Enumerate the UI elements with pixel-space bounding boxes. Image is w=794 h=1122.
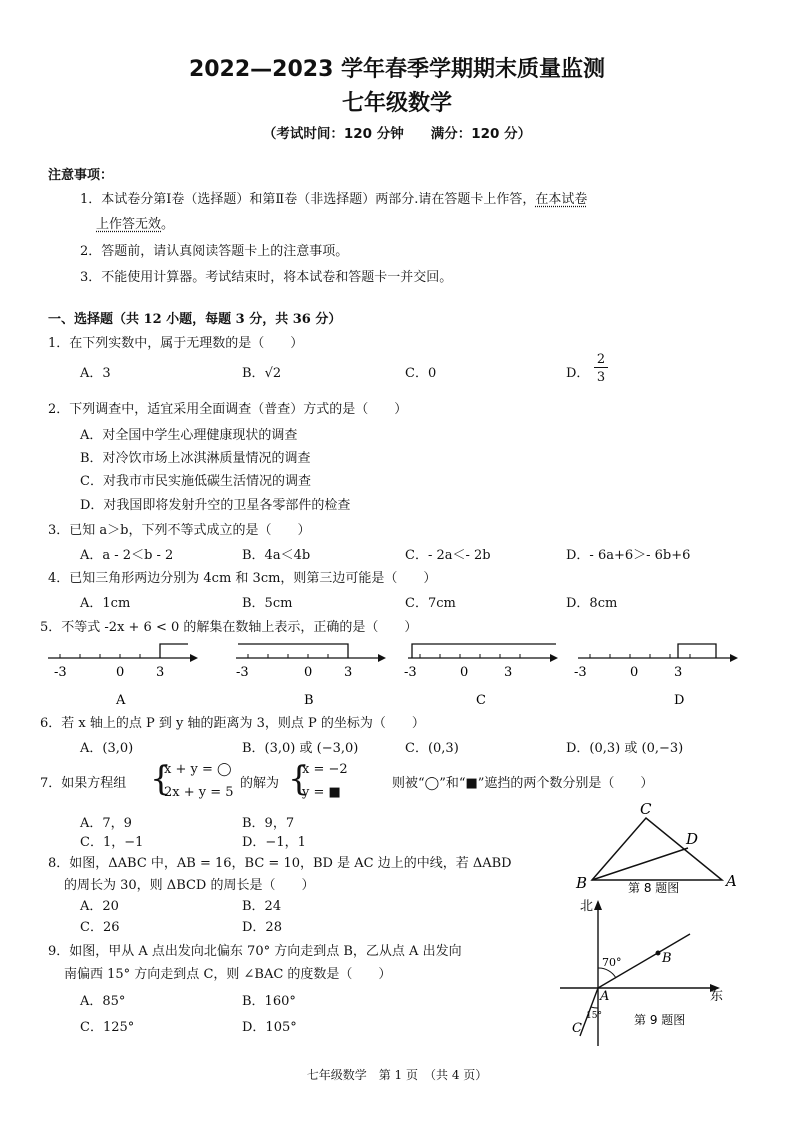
north-label: 北 [580,899,594,914]
q9-figure-caption: 第 9 题图 [634,1013,686,1027]
q7-option-a: A．7，9 [80,816,132,831]
tick-neg-3: -3 [236,665,249,680]
q8-option-a: A．20 [80,899,119,914]
tick-pos-3: 3 [674,665,683,680]
q3-stem: 3．已知 a＞b，下列不等式成立的是（ ） [48,523,311,538]
q7-eq1: x + y = ◯ [164,762,232,777]
q8-option-c: C．26 [80,920,120,935]
q7-option-d: D．−1，1 [242,835,306,850]
notice-item-1-cont [96,213,174,232]
q9-figure [550,896,740,1056]
q4-option-b: B．5cm [242,596,293,611]
q9-option-b: B．160° [242,994,296,1009]
tick-zero: 0 [116,665,125,680]
q1-option-b-value: √2 [264,366,282,381]
q9-option-a: A．85° [80,994,126,1009]
tick-neg-3: -3 [54,665,67,680]
q4-option-d: D．8cm [566,596,618,611]
q3-option-a: A．a - 2＜b - 2 [80,548,174,563]
notice-item-3: 3．不能使用计算器。考试结束时，将本试卷和答题卡一并交回。 [80,270,453,285]
q1-option-c: C．0 [405,366,437,381]
page-footer: 七年级数学 第 1 页 （共 4 页） [306,1068,488,1082]
q7-mid: 的解为 [240,776,280,791]
notice-item-1-dotted-2: 上作答无效 [96,217,162,232]
q1-stem: 1．在下列实数中，属于无理数的是（ ） [48,336,304,351]
angle-15-label: 15° [586,1011,602,1021]
q7-eq2: 2x + y = 5 [164,785,234,800]
notice-item-1-text: 1．本试卷分第Ⅰ卷（选择题）和第Ⅱ卷（非选择题）两部分.请在答题卡上作答， [80,192,536,207]
exam-subject: 七年级数学 [341,91,452,116]
angle-70-label: 70° [602,956,622,969]
q6-option-c: C．(0,3) [405,741,459,756]
east-label: 东 [710,989,724,1004]
q4-option-a: A．1cm [80,596,131,611]
q7-option-c: C．1，−1 [80,835,144,850]
q5-number-lines [40,636,760,708]
tick-pos-3: 3 [504,665,513,680]
q2-option-b: B．对冷饮市场上冰淇淋质量情况的调查 [80,451,311,466]
q7-prefix: 7．如果方程组 [40,776,127,791]
exam-info: （考试时间：120 分钟 满分：120 分） [262,126,532,142]
q2-option-a: A．对全国中学生心理健康现状的调查 [80,428,298,443]
point-b-label: B [576,874,588,892]
q5-stem: 5．不等式 -2x + 6 < 0 的解集在数轴上表示，正确的是（ ） [40,620,418,635]
q8-stem-line2: 的周长为 30，则 ΔBCD 的周长是（ ） [64,878,315,893]
q1-option-d-label: D． [566,366,590,381]
number-line-d [574,644,738,708]
q6-stem: 6．若 x 轴上的点 P 到 y 轴的距离为 3，则点 P 的坐标为（ ） [40,716,425,731]
q8-figure-caption: 第 8 题图 [628,881,680,895]
notice-heading: 注意事项： [48,168,114,183]
point-c-label: C [640,800,652,818]
q2-stem: 2．下列调查中，适宜采用全面调查（普查）方式的是（ ） [48,402,408,417]
q7-suffix: 则被“◯”和“■”遮挡的两个数分别是（ ） [392,776,654,791]
label-b: B [304,693,314,708]
q8-figure [570,798,750,898]
tick-pos-3: 3 [344,665,353,680]
q7-solution-x: x = −2 [302,762,348,777]
label-d: D [674,693,685,708]
q2-option-c: C．对我市市民实施低碳生活情况的调查 [80,474,311,489]
notice-item-1-end: 。 [161,217,175,232]
number-line-a [48,644,198,708]
q4-option-c: C．7cm [405,596,456,611]
tick-neg-3: -3 [404,665,417,680]
tick-zero: 0 [460,665,469,680]
point-a-label: A [600,989,610,1004]
notice-item-1 [80,188,587,207]
q3-option-c: C．- 2a＜- 2b [405,548,491,563]
q7-brace-2: { [288,759,310,799]
section-heading: 一、选择题（共 12 小题，每题 3 分，共 36 分） [48,312,342,327]
notice-item-2: 2．答题前，请认真阅读答题卡上的注意事项。 [80,244,349,259]
q6-option-d: D．(0,3) 或 (0,−3) [566,741,684,756]
point-b-label: B [662,951,672,966]
q9-stem-line2: 南偏西 15° 方向走到点 C，则 ∠BAC 的度数是（ ） [64,967,392,982]
point-a-label: A [726,872,737,890]
number-line-c [404,644,558,708]
q1-option-b [242,362,281,381]
label-a: A [116,693,126,708]
point-c-label: C [572,1021,582,1036]
q9-option-d: D．105° [242,1020,297,1035]
exam-title: 2022—2023 学年春季学期期末质量监测 [188,57,606,82]
tick-pos-3: 3 [156,665,165,680]
q7-option-b: B．9，7 [242,816,295,831]
number-line-b [236,644,386,708]
point-d-label: D [686,830,699,848]
tick-zero: 0 [304,665,313,680]
q8-stem-line1: 8．如图，ΔABC 中，AB = 16，BC = 10，BD 是 AC 边上的中线，若 ΔABD [48,856,512,871]
tick-neg-3: -3 [574,665,587,680]
triangle-abc [592,818,722,880]
q4-stem: 4．已知三角形两边分别为 4cm 和 3cm，则第三边可能是（ ） [48,571,437,586]
q8-option-d: D．28 [242,920,282,935]
q3-option-b: B．4a＜4b [242,548,311,563]
q9-option-c: C．125° [80,1020,135,1035]
q6-option-a: A．(3,0) [80,741,134,756]
q9-stem-line1: 9．如图，甲从 A 点出发向北偏东 70° 方向走到点 B，乙从点 A 出发向 [48,944,462,959]
label-c: C [476,693,486,708]
notice-item-1-dotted: 在本试卷 [535,192,588,207]
q7-brace-1: { [150,759,172,799]
q1-option-d-denominator: 3 [596,370,606,385]
q6-option-b: B．(3,0) 或 (−3,0) [242,741,359,756]
q7-solution-y: y = ■ [302,785,341,800]
q1-option-d-numerator: 2 [594,352,608,368]
q1-option-a: A．3 [80,366,111,381]
q8-option-b: B．24 [242,899,282,914]
q2-option-d: D．对我国即将发射升空的卫星各零部件的检查 [80,498,351,513]
tick-zero: 0 [630,665,639,680]
q1-option-b-label: B． [242,366,265,381]
q3-option-d: D．- 6a+6＞- 6b+6 [566,548,691,563]
